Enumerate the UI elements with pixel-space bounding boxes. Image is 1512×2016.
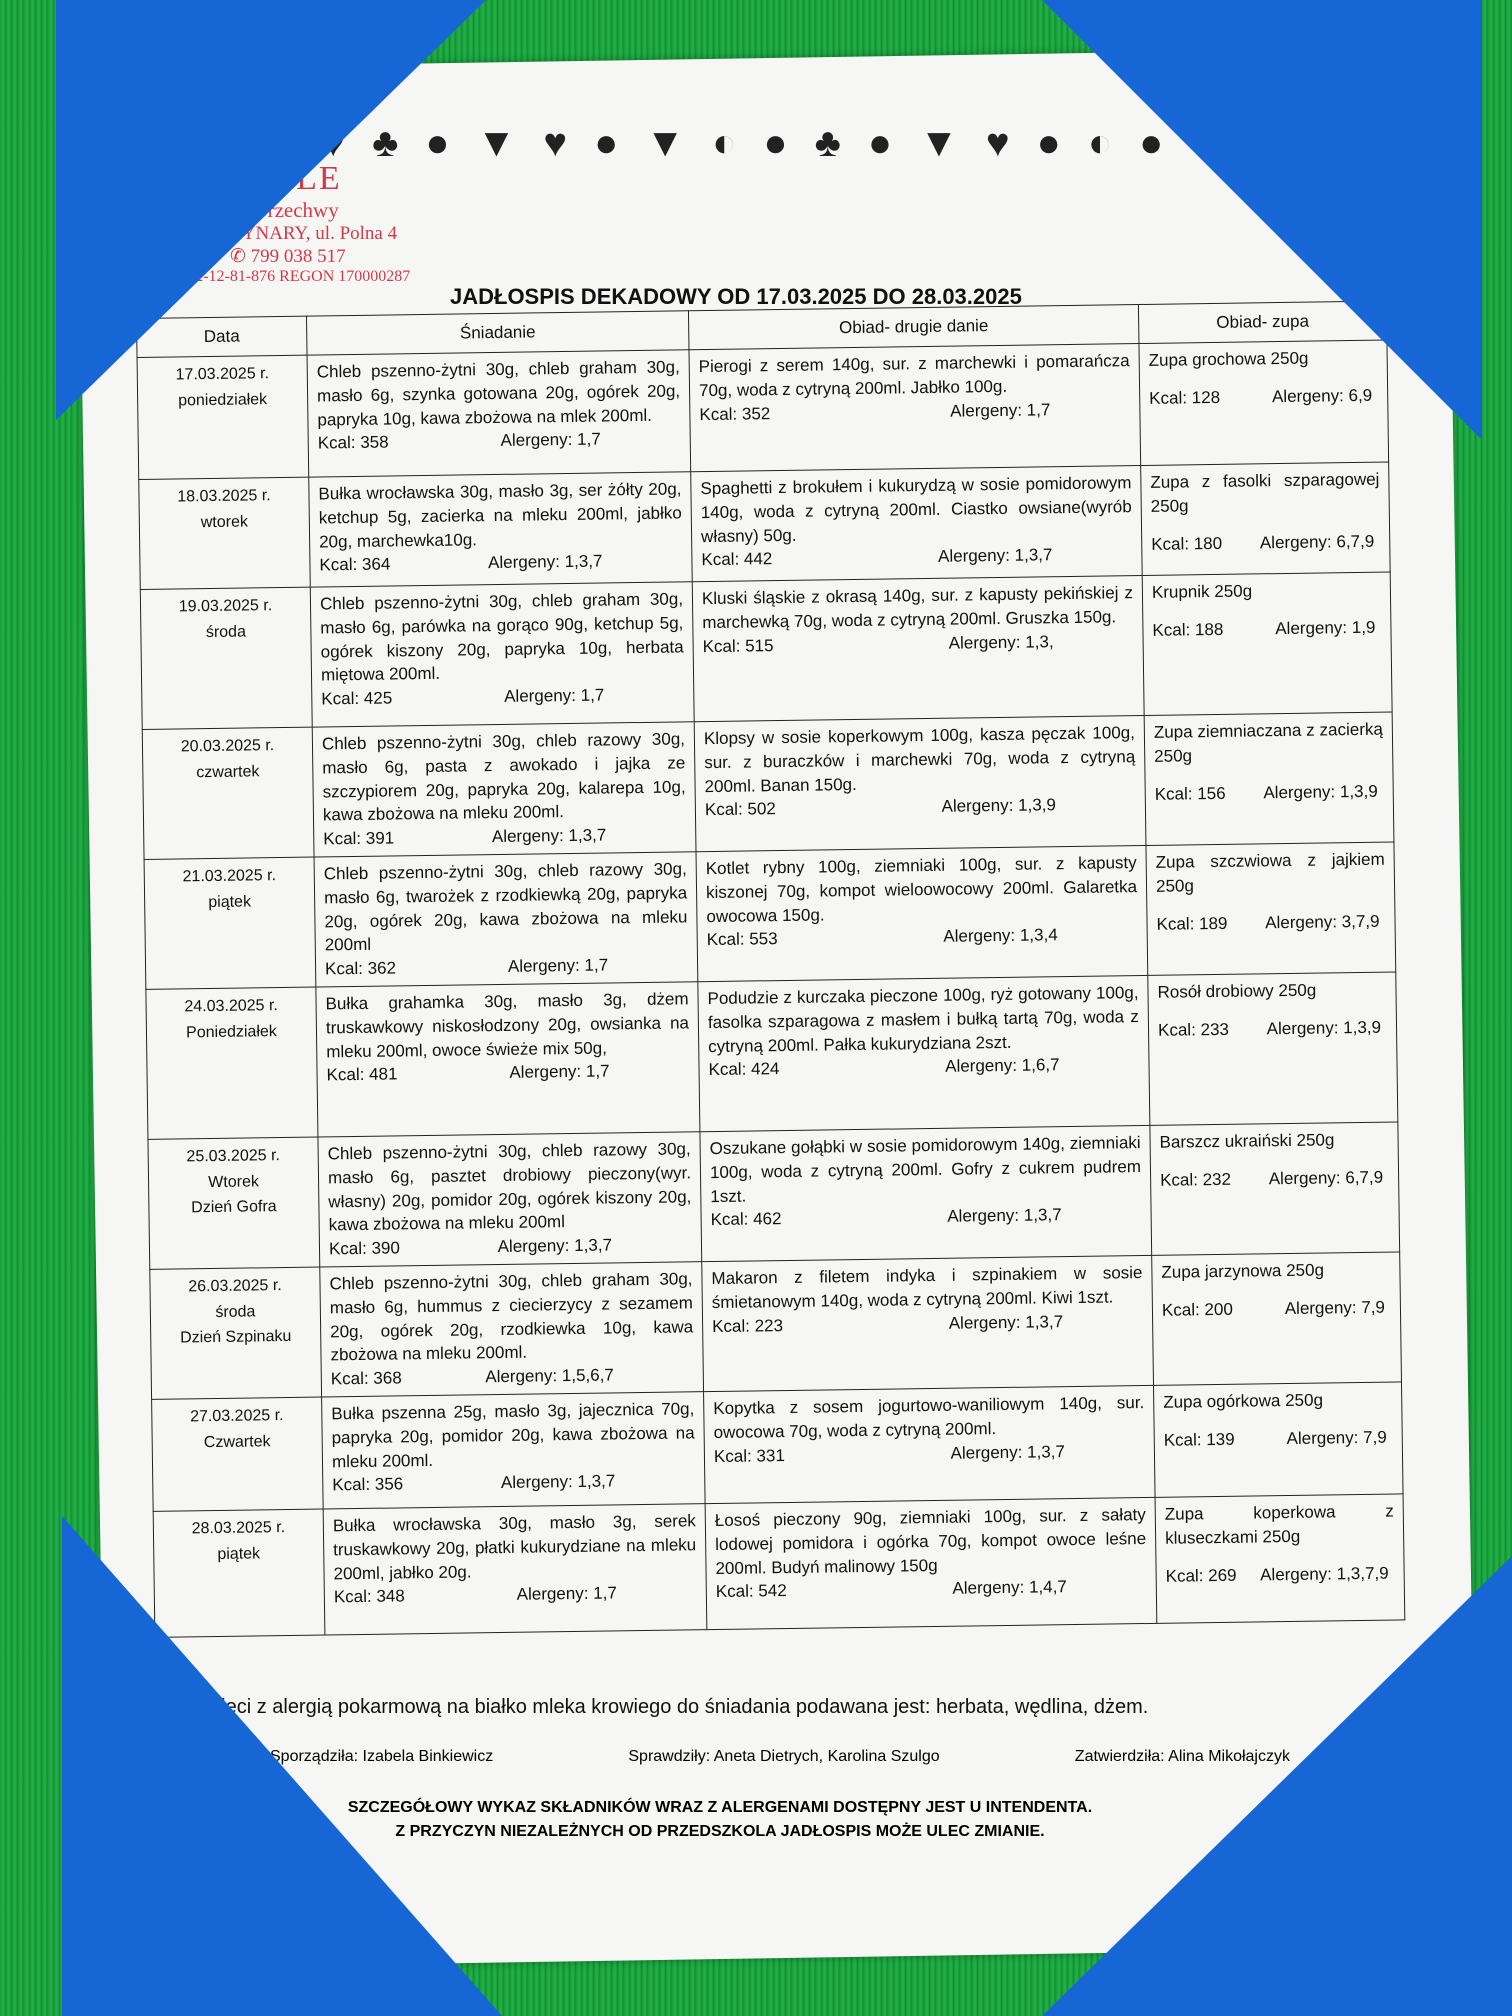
stamp-phone: ✆ 799 038 517 xyxy=(230,246,346,267)
footer-line-1: SZCZEGÓŁOWY WYKAZ SKŁADNIKÓW WRAZ Z ALERGENAMI DOSTĘPNY JEST U INTENDENTA. xyxy=(347,1799,1093,1816)
breakfast-cell xyxy=(320,1262,704,1397)
date-cell xyxy=(144,857,316,989)
weekday: Poniedziałek xyxy=(185,1022,277,1041)
date: 24.03.2025 r. xyxy=(184,997,278,1016)
breakfast-allergens: Alergeny: 1,7 xyxy=(516,1583,617,1605)
stamp-patron: n. Jana Brzechwy xyxy=(190,198,339,222)
breakfast-kcal: Kcal: 358 xyxy=(317,432,389,453)
weekday: środa xyxy=(205,623,247,641)
date-cell xyxy=(148,1137,320,1269)
breakfast-allergens: Alergeny: 1,3,7 xyxy=(500,1471,616,1493)
main-course-items: Klopsy w sosie koperkowym 100g, kasza pęczak 100g, sur. z buraczków i marchewki 70g, woda z cytryną 200ml. Banan 150g. xyxy=(703,723,1136,796)
breakfast-items: Bułka pszenna 25g, masło 3g, jajecznica 70g, papryka 20g, pomidor 20g, kawa zbożowa na mleku 200ml. xyxy=(331,1399,695,1471)
tomato-icon: ● xyxy=(594,120,619,165)
pepper-icon: ♥ xyxy=(985,120,1010,165)
main-course-allergens: Alergeny: 1,6,7 xyxy=(945,1055,1060,1077)
date-cell xyxy=(150,1267,322,1399)
date-cell xyxy=(142,727,314,859)
main-course-kcal: Kcal: 515 xyxy=(702,635,774,656)
main-course-kcal: Kcal: 542 xyxy=(715,1581,787,1602)
main-course-items: Kopytka z sosem jogurtowo-waniliowym 140g, sur. owocowa 70g, woda z cytryną 200ml. xyxy=(713,1392,1145,1442)
tomato-icon: ● xyxy=(1036,120,1061,165)
main-course-allergens: Alergeny: 1,3,7 xyxy=(950,1441,1066,1463)
main-course-items: Podudzie z kurczaka pieczone 100g, ryż gotowany 100g, fasolka szparagowa z masłem i bułką tartą 70g, woda z cytryną 200ml. Pałka kukurydziana 2szt. xyxy=(707,983,1139,1056)
breakfast-kcal: Kcal: 391 xyxy=(323,828,395,849)
breakfast-cell xyxy=(309,472,692,587)
date: 17.03.2025 r. xyxy=(175,365,270,384)
soup-allergens: Alergeny: 7,9 xyxy=(1284,1297,1386,1318)
soup-allergens: Alergeny: 3,7,9 xyxy=(1265,911,1380,932)
main-course-cell xyxy=(698,975,1150,1131)
soup-name: Zupa ogórkowa 250g xyxy=(1163,1390,1324,1412)
soup-name: Krupnik 250g xyxy=(1151,581,1253,602)
main-course-cell xyxy=(702,1255,1154,1391)
main-course-cell xyxy=(691,465,1142,581)
main-course-kcal: Kcal: 502 xyxy=(704,799,776,820)
soup-kcal: Kcal: 233 xyxy=(1157,1019,1230,1040)
breakfast-items: Bułka wrocławska 30g, masło 3g, ser żółty 20g, ketchup 5g, zacierka na mleku 200ml, jabłko 20g, marchewka10g. xyxy=(318,479,682,552)
soup-allergens: Alergeny: 6,7,9 xyxy=(1259,531,1375,552)
main-course-items: Oszukane gołąbki w sosie pomidorowym 140g, ziemniaki 100g, woda z cytryną 200ml. Gofry z cukrem pudrem 1szt. xyxy=(709,1133,1142,1206)
date-cell xyxy=(152,1397,324,1511)
main-course-allergens: Alergeny: 1,7 xyxy=(950,399,1051,421)
breakfast-allergens: Alergeny: 1,3,7 xyxy=(491,825,607,847)
breakfast-cell xyxy=(310,582,694,727)
soup-allergens: Alergeny: 1,3,9 xyxy=(1266,1017,1382,1039)
special-day: Dzień Szpinaku xyxy=(180,1328,292,1347)
carrot-icon: ▼ xyxy=(1190,120,1230,165)
weekday: Czwartek xyxy=(203,1432,271,1451)
soup-allergens: Alergeny: 1,9 xyxy=(1275,617,1376,638)
breakfast-allergens: Alergeny: 1,3,7 xyxy=(487,551,603,573)
tomato-icon: ● xyxy=(270,120,295,165)
soup-name: Zupa z fasolki szparagowej 250g xyxy=(1150,469,1380,516)
breakfast-items: Chleb pszenno-żytni 30g, chleb razowy 30g, masło 6g, twarożek z rzodkiewką 20g, papryka 20g, ogórek 20g, kawa zbożowa na mleku 200ml xyxy=(323,859,688,955)
date: 25.03.2025 r. xyxy=(186,1147,281,1166)
date: 28.03.2025 r. xyxy=(191,1518,286,1538)
breakfast-cell xyxy=(314,852,698,987)
main-course-allergens: Alergeny: 1,3, xyxy=(948,631,1054,653)
breakfast-allergens: Alergeny: 1,7 xyxy=(500,429,601,451)
checked-by: Sprawdziły: Aneta Dietrych, Karolina Szulgo xyxy=(628,1748,940,1765)
table-row xyxy=(140,572,1392,729)
soup-kcal: Kcal: 269 xyxy=(1165,1565,1237,1586)
soup-cell xyxy=(1142,572,1392,715)
column-header-date: Data xyxy=(137,316,308,357)
date: 20.03.2025 r. xyxy=(180,737,275,756)
soup-cell xyxy=(1146,842,1396,975)
lemon-icon: ◐ xyxy=(712,120,737,165)
tomato-icon: ● xyxy=(1139,120,1164,165)
table-row xyxy=(150,1252,1402,1399)
main-course-kcal: Kcal: 331 xyxy=(713,1445,785,1466)
main-course-allergens: Alergeny: 1,3,7 xyxy=(947,1205,1062,1227)
pepper-icon: ♥ xyxy=(321,120,345,165)
breakfast-kcal: Kcal: 348 xyxy=(333,1586,405,1607)
main-course-cell xyxy=(692,575,1144,721)
carrot-icon: ▼ xyxy=(476,120,517,165)
date: 18.03.2025 r. xyxy=(177,487,271,506)
breakfast-allergens: Alergeny: 1,3,7 xyxy=(497,1235,613,1257)
soup-kcal: Kcal: 180 xyxy=(1151,533,1223,554)
tomato-icon: ● xyxy=(867,120,893,165)
table-row xyxy=(148,1122,1400,1269)
main-course-kcal: Kcal: 462 xyxy=(710,1209,782,1230)
soup-name: Rosół drobiowy 250g xyxy=(1157,980,1317,1002)
date-cell xyxy=(140,587,312,729)
soup-kcal: Kcal: 189 xyxy=(1156,913,1228,934)
main-course-cell xyxy=(696,845,1148,981)
table-row xyxy=(139,462,1390,589)
broccoli-icon: ♣ xyxy=(372,120,399,165)
soup-name: Barszcz ukraiński 250g xyxy=(1159,1130,1335,1152)
weekday: poniedziałek xyxy=(178,390,268,410)
soup-cell xyxy=(1141,462,1391,575)
breakfast-allergens: Alergeny: 1,5,6,7 xyxy=(485,1365,614,1387)
soup-kcal: Kcal: 156 xyxy=(1154,783,1226,804)
main-course-cell xyxy=(704,1385,1156,1503)
stamp-address: 420 MŁYNARY, ul. Polna 4 xyxy=(180,223,398,244)
main-course-allergens: Alergeny: 1,4,7 xyxy=(952,1577,1067,1599)
soup-kcal: Kcal: 128 xyxy=(1149,387,1221,408)
date-cell xyxy=(146,987,318,1139)
soup-cell xyxy=(1152,1252,1402,1385)
date: 21.03.2025 r. xyxy=(182,867,277,886)
weekday: wtorek xyxy=(200,513,249,531)
table-row xyxy=(146,972,1398,1139)
main-course-allergens: Alergeny: 1,3,9 xyxy=(941,795,1057,817)
table-row xyxy=(144,842,1396,989)
main-course-kcal: Kcal: 424 xyxy=(708,1059,780,1080)
carrot-icon: ▼ xyxy=(919,120,959,165)
main-course-items: Pierogi z serem 140g, sur. z marchewki i pomarańcza 70g, woda z cytryną 200ml. Jabłko 100g. xyxy=(698,351,1130,400)
soup-name: Zupa szczwiowa z jajkiem 250g xyxy=(1155,849,1385,896)
main-course-items: Łosoś pieczony 90g, ziemniaki 100g, sur. z sałaty lodowej pomidora i ogórka 70g, kompot owoce leśne 200ml. Budyń malinowy 150g xyxy=(714,1504,1147,1578)
breakfast-items: Chleb pszenno-żytni 30g, chleb graham 30g, masło 6g, hummus z ciecierzycy z sezamem 20g, ogórek 20g, rzodkiewka 10g, kawa zbożowa na mleku 200ml. xyxy=(329,1269,694,1365)
breakfast-items: Bułka grahamka 30g, masło 3g, dżem truskawkowy niskosłodzony 20g, owsianka na mleku 200ml, owoce świeże mix 50g, xyxy=(325,989,690,1061)
weekday: środa xyxy=(215,1302,256,1321)
tomato-icon: ● xyxy=(763,120,788,165)
soup-kcal: Kcal: 232 xyxy=(1160,1169,1232,1190)
soup-name: Zupa jarzynowa 250g xyxy=(1161,1260,1325,1282)
soup-allergens: Alergeny: 6,7,9 xyxy=(1268,1167,1384,1189)
breakfast-cell xyxy=(316,982,700,1137)
soup-cell xyxy=(1144,712,1394,845)
column-header-soup: Obiad- zupa xyxy=(1138,301,1387,343)
menu-table xyxy=(136,301,1405,1638)
carrot-icon: ▼ xyxy=(645,120,685,165)
soup-name: Zupa ziemniaczana z zacierką 250g xyxy=(1153,719,1383,766)
felt-corner-bottom-left xyxy=(62,1516,502,2016)
soup-allergens: Alergeny: 7,9 xyxy=(1286,1427,1387,1448)
date: 26.03.2025 r. xyxy=(188,1277,282,1296)
column-header-breakfast: Śniadanie xyxy=(306,311,689,355)
main-course-allergens: Alergeny: 1,3,4 xyxy=(943,925,1058,947)
stamp-name: EDSZKOLE xyxy=(150,160,342,197)
breakfast-kcal: Kcal: 390 xyxy=(328,1238,401,1259)
main-course-kcal: Kcal: 352 xyxy=(699,403,771,424)
soup-name: Zupa grochowa 250g xyxy=(1148,348,1309,370)
prepared-by: Sporządziła: Izabela Binkiewicz xyxy=(270,1748,494,1765)
soup-kcal: Kcal: 188 xyxy=(1152,619,1224,640)
breakfast-kcal: Kcal: 362 xyxy=(324,958,397,979)
date: 19.03.2025 r. xyxy=(178,597,273,616)
weekday: Wtorek xyxy=(208,1172,260,1191)
main-course-items: Kotlet rybny 100g, ziemniaki 100g, sur. z kapusty kiszonej 70g, kompot wieloowocowy 200ml. Galaretka owocowa 150g. xyxy=(705,853,1138,926)
breakfast-kcal: Kcal: 481 xyxy=(326,1064,398,1085)
soup-cell xyxy=(1148,972,1398,1125)
breakfast-kcal: Kcal: 356 xyxy=(332,1474,404,1495)
breakfast-items: Chleb pszenno-żytni 30g, chleb razowy 30g, masło 6g, pasta z awokado i jajka ze szczypiorem 20g, papryka 20g, kalarepa 10g, kawa zbożowa na mleku 200ml. xyxy=(321,729,686,825)
main-course-cell xyxy=(700,1125,1152,1261)
breakfast-kcal: Kcal: 425 xyxy=(321,688,393,709)
felt-corner-top-left xyxy=(56,0,486,420)
pepper-icon: ♥ xyxy=(543,120,568,165)
main-course-items: Spaghetti z brokułem i kukurydzą w sosie pomidorowym 140g, woda z cytryną 200ml. Ciastko owsiane(wyrób własny) 50g. xyxy=(700,473,1132,546)
weekday: piątek xyxy=(217,1544,261,1563)
main-course-allergens: Alergeny: 1,3,7 xyxy=(937,545,1053,567)
breakfast-cell xyxy=(322,1392,706,1509)
main-course-cell xyxy=(694,715,1146,851)
lemon-icon: ◐ xyxy=(1087,120,1113,165)
table-row xyxy=(142,712,1394,859)
table-row xyxy=(152,1382,1403,1511)
breakfast-allergens: Alergeny: 1,7 xyxy=(504,685,605,707)
special-day: Dzień Gofra xyxy=(191,1198,277,1217)
main-course-items: Makaron z filetem indyka i szpinakiem w sosie śmietanowym 140g, woda z cytryną 200ml. Kiwi 1szt. xyxy=(711,1262,1143,1312)
soup-kcal: Kcal: 139 xyxy=(1163,1429,1235,1450)
column-header-main-course: Obiad- drugie danie xyxy=(688,305,1139,350)
soup-cell xyxy=(1150,1122,1400,1255)
tomato-icon: ● xyxy=(425,120,450,165)
breakfast-cell xyxy=(318,1132,702,1267)
date: 27.03.2025 r. xyxy=(190,1407,284,1426)
weekday: piątek xyxy=(208,893,252,911)
breakfast-allergens: Alergeny: 1,7 xyxy=(507,955,609,977)
footer-line-2: Z PRZYCZYN NIEZALEŻNYCH OD PRZEDSZKOLA JADŁOSPIS MOŻE ULEC ZMIANIE. xyxy=(395,1823,1045,1840)
allergy-note: dzieci z alergią pokarmową na białko mleka krowiego do śniadania podawana jest: herbata, wędlina, dżem. xyxy=(200,1696,1149,1718)
stamp-ids: NIP 582-12-81-876 REGON 170000287 xyxy=(150,268,411,285)
breakfast-kcal: Kcal: 368 xyxy=(330,1368,402,1389)
breakfast-items: Chleb pszenno-żytni 30g, chleb razowy 30g, masło 6g, pasztet drobiowy pieczony(wyr. własny) 20g, pomidor 20g, ogórek kiszony 20g, kawa zbożowa na mleku 200ml xyxy=(327,1139,692,1235)
approved-by: Zatwierdziła: Alina Mikołajczyk xyxy=(1074,1748,1290,1765)
main-course-allergens: Alergeny: 1,3,7 xyxy=(948,1311,1064,1333)
felt-corner-bottom-right xyxy=(1042,1556,1512,2016)
felt-corner-top-right xyxy=(1042,0,1482,440)
breakfast-allergens: Alergeny: 1,7 xyxy=(509,1061,610,1083)
main-course-items: Kluski śląskie z okrasą 140g, sur. z kapusty pekińskiej z marchewką 70g, woda z cytryną 200ml. Gruszka 150g. xyxy=(701,583,1134,632)
soup-allergens: Alergeny: 1,3,9 xyxy=(1263,781,1378,802)
breakfast-items: Chleb pszenno-żytni 30g, chleb graham 30g, masło 6g, szynka gotowana 20g, ogórek 20g, papryka 10g, kawa zbożowa na mlek 200ml. xyxy=(316,357,681,430)
soup-allergens: Alergeny: 1,3,7,9 xyxy=(1259,1563,1389,1584)
breakfast-items: Bułka wrocławska 30g, masło 3g, serek truskawkowy 20g, płatki kukurydziane na mleku 200ml, jabłko 20g. xyxy=(332,1511,697,1583)
soup-allergens: Alergeny: 6,9 xyxy=(1271,385,1373,406)
broccoli-icon: ♣ xyxy=(814,120,841,165)
breakfast-cell xyxy=(312,722,696,857)
soup-kcal: Kcal: 200 xyxy=(1161,1299,1233,1320)
breakfast-kcal: Kcal: 364 xyxy=(319,554,391,575)
breakfast-items: Chleb pszenno-żytni 30g, chleb graham 30g, masło 6g, parówka na gorąco 90g, ketchup 5g, ogórek kiszony 20g, papryka 10g, herbata miętowa 200ml. xyxy=(319,589,684,685)
date-cell xyxy=(139,477,311,589)
weekday: czwartek xyxy=(196,762,260,781)
main-course-kcal: Kcal: 442 xyxy=(701,549,773,570)
main-course-kcal: Kcal: 553 xyxy=(706,929,778,950)
soup-name: Zupa koperkowa z kluseczkami 250g xyxy=(1164,1501,1394,1548)
main-course-kcal: Kcal: 223 xyxy=(711,1315,784,1336)
page-title: JADŁOSPIS DEKADOWY OD 17.03.2025 DO 28.03.2025 xyxy=(450,284,1022,309)
soup-cell xyxy=(1154,1382,1404,1497)
